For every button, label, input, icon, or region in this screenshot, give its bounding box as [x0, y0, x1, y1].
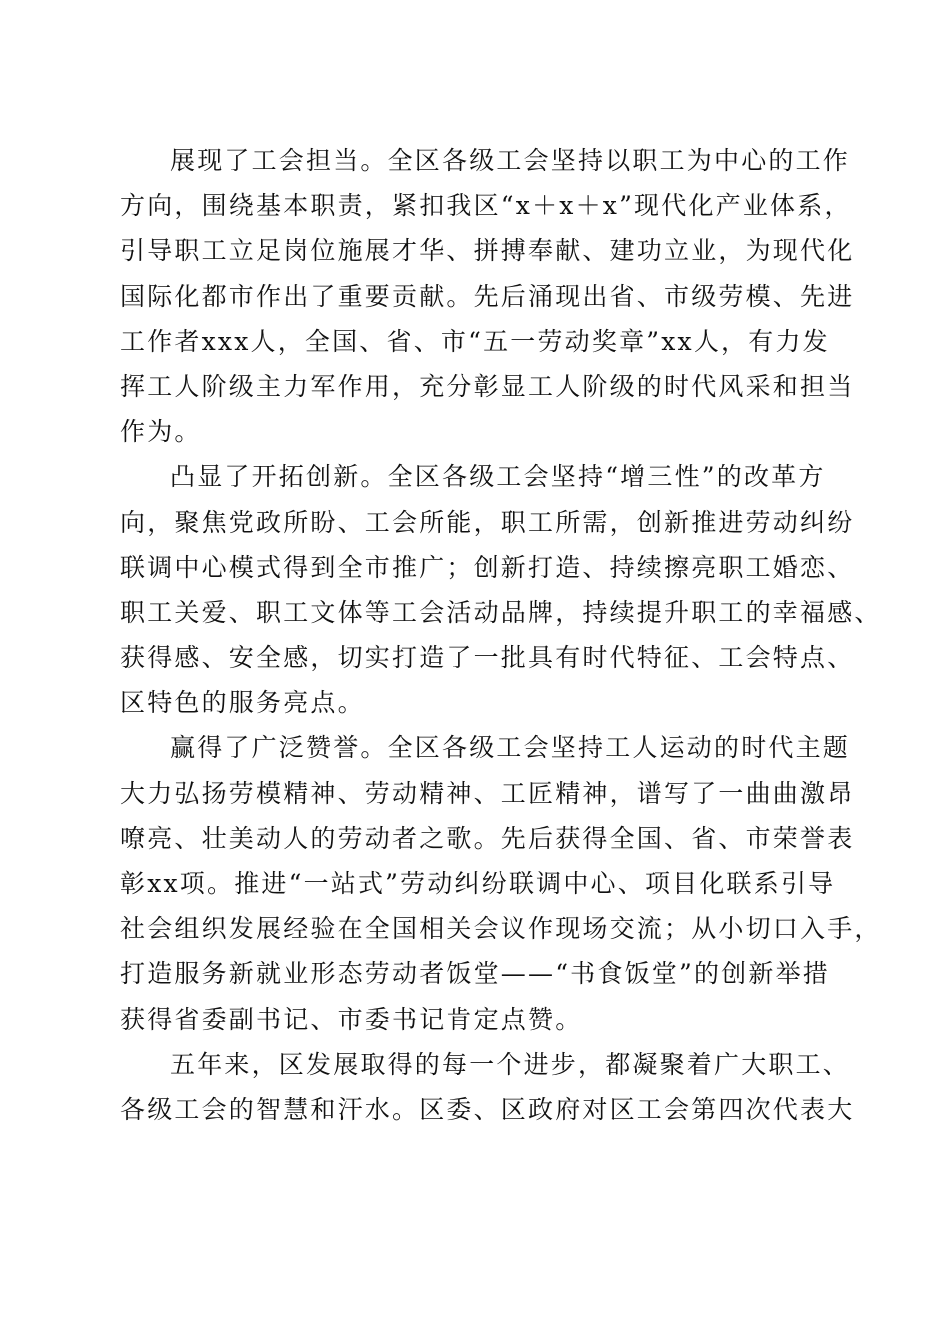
text-line: 嘹亮、壮美动人的劳动者之歌。先后获得全国、省、市荣誉表 — [120, 823, 855, 853]
text-line: 打造服务新就业形态劳动者饭堂——“书食饭堂”的创新举措 — [120, 959, 830, 989]
document-body — [120, 138, 882, 1132]
text-line: 展现了工会担当。全区各级工会坚持以职工为中心的工作 — [170, 146, 851, 175]
text-line: 五年来，区发展取得的每一个进步，都凝聚着广大职工、 — [170, 1049, 851, 1079]
text-line: 各级工会的智慧和汗水。区委、区政府对区工会第四次代表大 — [120, 1094, 855, 1124]
text-line: 引导职工立足岗位施展才华、拼搏奉献、建功立业，为现代化 — [120, 236, 855, 266]
text-line: 获得感、安全感，切实打造了一批具有时代特征、工会特点、 — [120, 643, 855, 673]
text-line: 国际化都市作出了重要贡献。先后涌现出省、市级劳模、先进 — [120, 281, 855, 311]
text-line: 彰xx项。推进“一站式”劳动纠纷联调中心、项目化联系引导 — [120, 869, 836, 898]
text-line: 获得省委副书记、市委书记肯定点赞。 — [120, 1004, 583, 1034]
text-line: 职工关爱、职工文体等工会活动品牌，持续提升职工的幸福感、 — [120, 597, 882, 627]
text-line: 区特色的服务亮点。 — [120, 688, 365, 718]
text-line: 向，聚焦党政所盼、工会所能，职工所需，创新推进劳动纠纷 — [120, 507, 855, 537]
text-line: 大力弘扬劳模精神、劳动精神、工匠精神，谱写了一曲曲激昂 — [120, 778, 855, 808]
text-line: 社会组织发展经验在全国相关会议作现场交流；从小切口入手， — [120, 914, 882, 944]
text-line: 挥工人阶级主力军作用，充分彰显工人阶级的时代风采和担当 — [120, 371, 855, 401]
text-line: 赢得了广泛赞誉。全区各级工会坚持工人运动的时代主题 — [170, 733, 851, 763]
text-line: 方向，围绕基本职责，紧扣我区“x＋x＋x”现代化产业体系， — [120, 191, 852, 221]
text-line: 联调中心模式得到全市推广；创新打造、持续擦亮职工婚恋、 — [120, 552, 855, 582]
text-line: 作为。 — [120, 417, 202, 447]
text-line: 工作者xxx人，全国、省、市“五一劳动奖章”xx人，有力发 — [120, 326, 830, 356]
text-line: 凸显了开拓创新。全区各级工会坚持“增三性”的改革方 — [170, 462, 826, 492]
